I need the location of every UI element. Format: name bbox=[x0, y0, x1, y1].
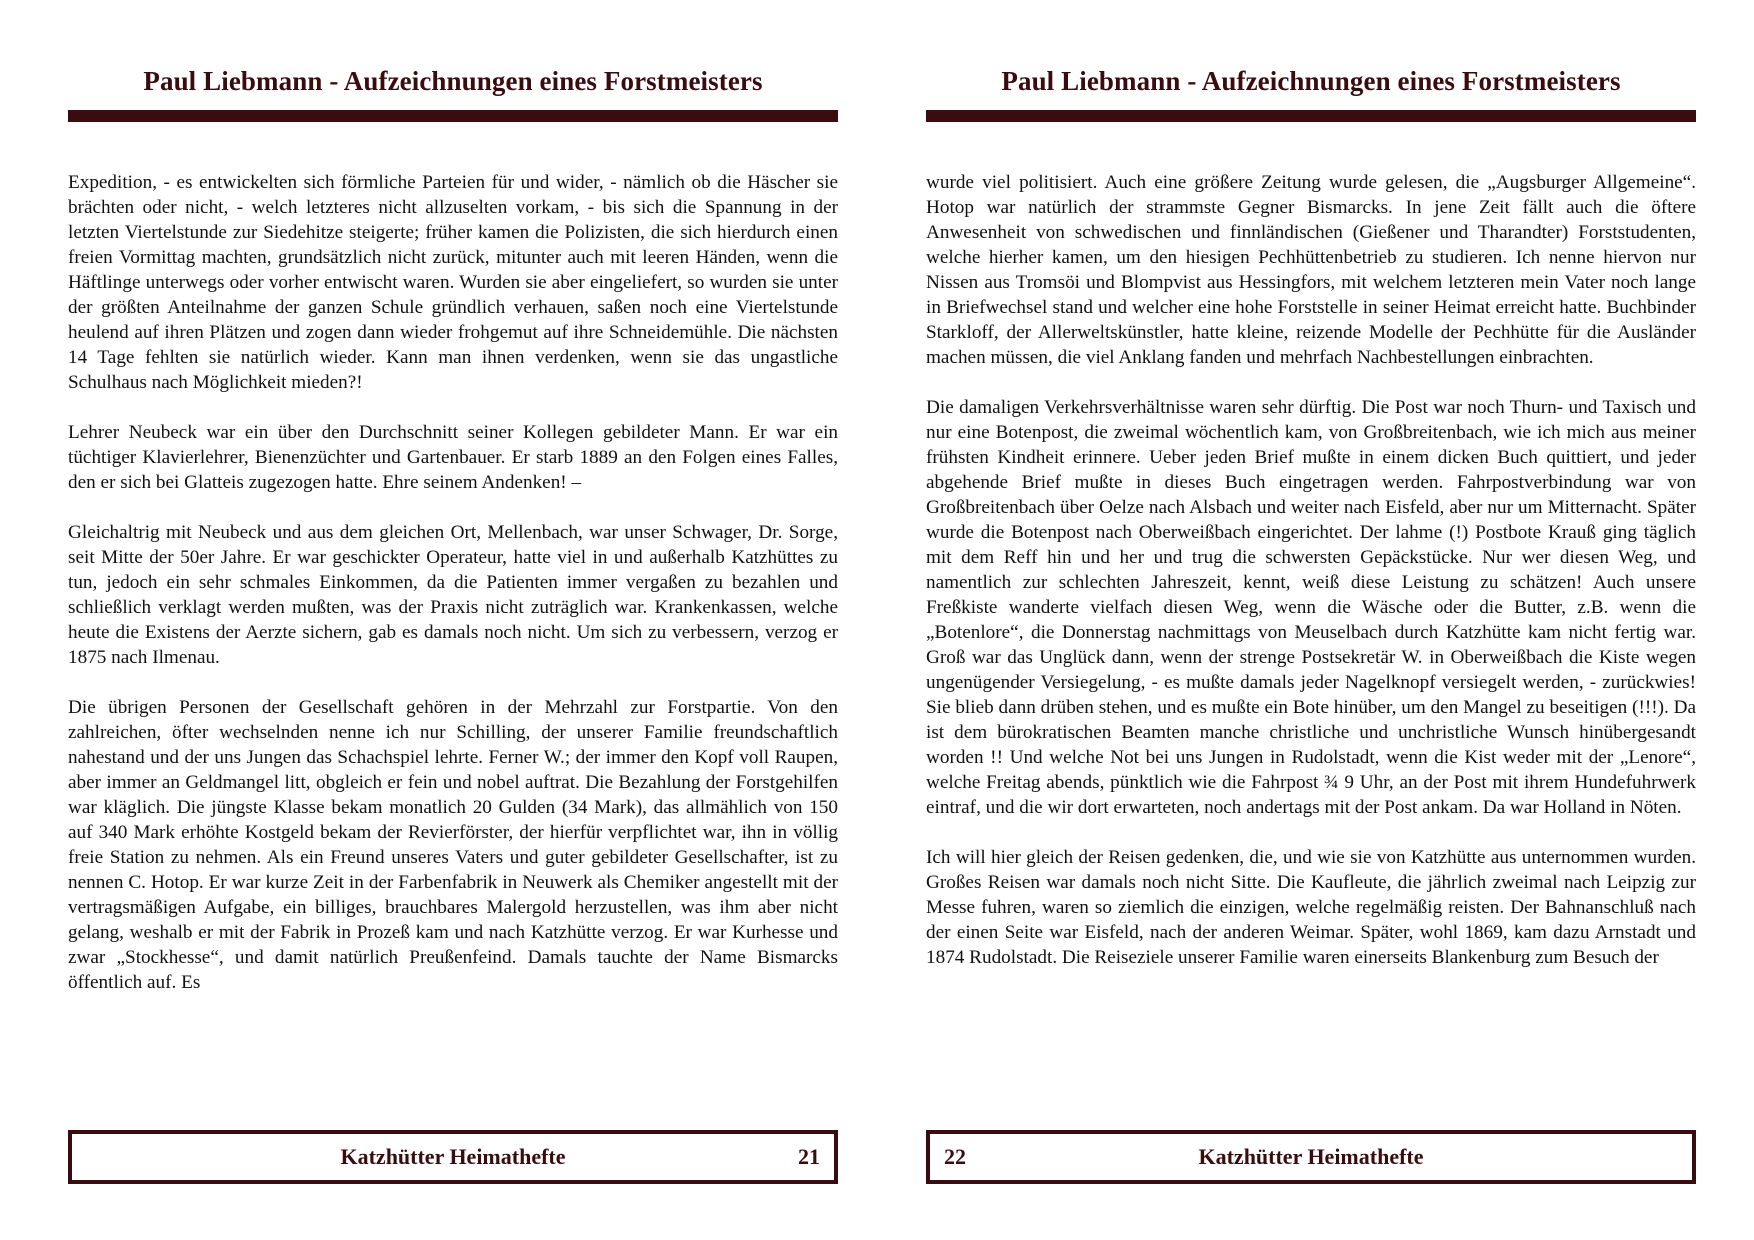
page-header-title: Paul Liebmann - Aufzeichnungen eines Forstmeisters bbox=[143, 66, 763, 96]
paragraph: Ich will hier gleich der Reisen gedenken, die, und wie sie von Katzhütte aus unternommen wurden. Großes Reisen war damals noch nicht Sitte. Die Kaufleute, die jährlich zweimal nach Leipzig zur Messe fuhren, waren so ziemlich die einzigen, welche regelmäßig reisten. Der Bahnanschluß nach der einen Seite war Eisfeld, nach der anderen Weimar. Später, wohl 1869, kam dazu Arnstadt und 1874 Rudolstadt. Die Reiseziele unserer Familie waren einerseits Blankenburg zum Besuch der bbox=[926, 847, 1696, 968]
footer-title: Katzhütter Heimathefte bbox=[1198, 1144, 1424, 1169]
footer-title: Katzhütter Heimathefte bbox=[340, 1144, 566, 1169]
page-body bbox=[68, 170, 838, 995]
header-rule bbox=[926, 110, 1696, 122]
page-left bbox=[68, 0, 838, 1240]
page-number: 22 bbox=[944, 1144, 966, 1169]
page-footer bbox=[68, 1130, 838, 1184]
paragraph: Lehrer Neubeck war ein über den Durchschnitt seiner Kollegen gebildeter Mann. Er war ein tüchtiger Klavierlehrer, Bienenzüchter und Gartenbauer. Er starb 1889 an den Folgen eines Falles, den er sich bei Glatteis zugezogen hatte. Ehre seinem Andenken! – bbox=[68, 422, 838, 493]
paragraph: wurde viel politisiert. Auch eine größere Zeitung wurde gelesen, die „Augsburger Allgemeine“. Hotop war natürlich der strammste Gegner Bismarcks. In jene Zeit fällt auch die öftere Anwesenheit von schwedischen und finnländischen (Gießener und Tharandter) Forststudenten, welche hierher kamen, um den hiesigen Pechhüttenbetrieb zu studieren. Ich nenne hiervon nur Nissen aus Tromsöi und Blompvist aus Hessingfors, mit welchem letzteren mein Vater noch lange in Briefwechsel stand und welcher eine hohe Forststelle in seiner Heimat erreicht hatte. Buchbinder Starkloff, der Allerweltskünstler, hatte kleine, reizende Modelle der Pechhütte für die Ausländer machen müssen, die viel Anklang fanden und mehrfach Nachbestellungen einbrachten. bbox=[926, 172, 1696, 368]
header-rule bbox=[68, 110, 838, 122]
paragraph: Gleichaltrig mit Neubeck und aus dem gleichen Ort, Mellenbach, war unser Schwager, Dr. Sorge, seit Mitte der 50er Jahre. Er war geschickter Operateur, hatte viel in und außerhalb Katzhüttes zu tun, jedoch ein sehr schmales Einkommen, da die Patienten immer vergaßen zu bezahlen und schließlich verklagt werden mußten, was der Praxis nicht zuträglich war. Krankenkassen, welche heute die Existens der Aerzte sichern, gab es damals noch nicht. Um sich zu verbessern, verzog er 1875 nach Ilmenau. bbox=[68, 522, 838, 668]
page-right bbox=[926, 0, 1696, 1240]
paragraph: Expedition, - es entwickelten sich förmliche Parteien für und wider, - nämlich ob die Häscher sie brächten oder nicht, - welch letzteres nicht allzuselten vorkam, - bis sich die Spannung in der letzten Viertelstunde zur Siedehitze steigerte; früher kamen die Polizisten, die sich hierdurch einen freien Vormittag machten, grundsätzlich nicht zurück, mitunter auch mit leeren Händen, wenn die Häftlinge unterwegs oder vorher entwischt waren. Wurden sie aber eingeliefert, so wurden sie unter der größten Anteilnahme der ganzen Schule gründlich verhauen, saßen noch eine Viertelstunde heulend auf ihren Plätzen und zogen dann wieder frohgemut auf ihre Schneidemühle. Die nächsten 14 Tage fehlten sie natürlich wieder. Kann man ihnen verdenken, wenn sie das ungastliche Schulhaus nach Möglichkeit mieden?! bbox=[68, 172, 838, 393]
page-header-title: Paul Liebmann - Aufzeichnungen eines Forstmeisters bbox=[1001, 66, 1621, 96]
page-body bbox=[926, 170, 1696, 970]
page-number: 21 bbox=[798, 1144, 820, 1169]
paragraph: Die damaligen Verkehrsverhältnisse waren sehr dürftig. Die Post war noch Thurn- und Taxisch und nur eine Botenpost, die zweimal wöchentlich kam, von Großbreitenbach, wie ich mich aus meiner frühsten Kindheit erinnere. Ueber jeden Brief mußte in einem dicken Buch quittiert, und jeder abgehende Brief mußte in dieses Buch eingetragen werden. Fahrpostverbindung war von Großbreitenbach über Oelze nach Alsbach und weiter nach Eisfeld, aber nur um Mitternacht. Später wurde die Botenpost nach Oberweißbach eingerichtet. Der lahme (!) Postbote Krauß ging täglich mit dem Reff hin und her und trug die schwersten Gepäckstücke. Nur wer diesen Weg, und namentlich zur schlechten Jahreszeit, kennt, weiß diese Leistung zu schätzen! Auch unsere Freßkiste wanderte vielfach diesen Weg, wenn die Wäsche oder die Butter, z.B. wenn die „Botenlore“, die Donnerstag nachmittags von Meuselbach durch Katzhütte kam nicht fertig war. Groß war das Unglück dann, wenn der strenge Postsekretär W. in Oberweißbach die Kiste wegen ungenügender Versiegelung, - es mußte damals jeder Nagelknopf versiegelt werden, - zurückwies! Sie blieb dann drüben stehen, und es mußte ein Bote hinüber, um den Mangel zu beseitigen (!!!). Da ist dem bürokratischen Beamten manche christliche und unchristliche Wunsch hinübergesandt worden !! Und welche Not bei uns Jungen in Rudolstadt, wenn die Kist weder mit der „Lenore“, welche Freitag abends, pünktlich wie die Fahrpost ¾ 9 Uhr, an der Post mit ihrem Hundefuhrwerk eintraf, und die wir dort erwarteten, noch andertags mit der Post ankam. Da war Holland in Nöten. bbox=[926, 397, 1696, 818]
paragraph: Die übrigen Personen der Gesellschaft gehören in der Mehrzahl zur Forstpartie. Von den zahlreichen, öfter wechselnden nenne ich nur Schilling, der unserer Familie freundschaftlich nahestand und der uns Jungen das Schachspiel lehrte. Ferner W.; der immer den Kopf voll Raupen, aber immer an Geldmangel litt, obgleich er fein und nobel auftrat. Die Bezahlung der Forstgehilfen war kläglich. Die jüngste Klasse bekam monatlich 20 Gulden (34 Mark), das allmählich von 150 auf 340 Mark erhöhte Kostgeld bekam der Revierförster, der hierfür verpflichtet war, ihn in völlig freie Station zu nehmen. Als ein Freund unseres Vaters und guter gebildeter Gesellschafter, ist zu nennen C. Hotop. Er war kurze Zeit in der Farbenfabrik in Neuwerk als Chemiker angestellt mit der vertragsmäßigen Aufgabe, ein billiges, brauchbares Malergold herzustellen, was ihm aber nicht gelang, weshalb er mit der Fabrik in Prozeß kam und nach Katzhütte verzog. Er war Kurhesse und zwar „Stockhesse“, und damit natürlich Preußenfeind. Damals tauchte der Name Bismarcks öffentlich auf. Es bbox=[68, 697, 838, 993]
page-footer bbox=[926, 1130, 1696, 1184]
